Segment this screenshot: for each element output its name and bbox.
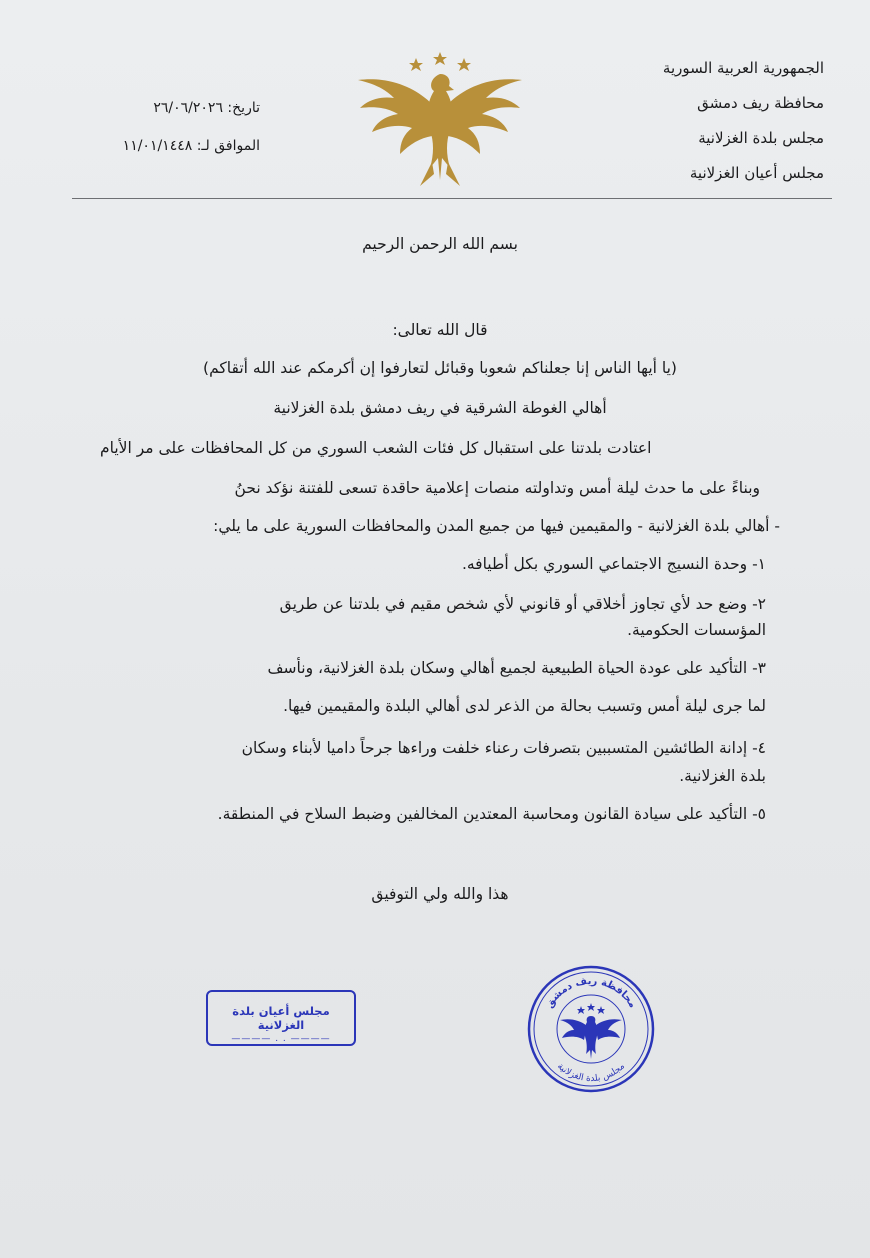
stamp-eagle-icon [560, 1003, 622, 1059]
council-rectangular-stamp [206, 990, 356, 1046]
paragraph-2: وبناءً على ما حدث ليلة أمس وتداولته منصات إعلامية حاقدة تسعى للفتنة نؤكد نحنُ [234, 479, 760, 497]
list-item-4-line-1: ٤- إدانة الطائشين المتسببين بتصرفات رعناء خلفت وراءها جرحاً داميا لأبناء وسكان [241, 739, 766, 757]
country-name: الجمهورية العربية السورية [662, 59, 824, 77]
letter-dates [90, 96, 260, 172]
list-item-5: ٥- التأكيد على سيادة القانون ومحاسبة المعتدين المخالفين وضبط السلاح في المنطقة. [217, 805, 766, 823]
notables-council-name: مجلس أعيان الغزلانية [689, 164, 824, 182]
list-item-2-line-2: المؤسسات الحكومية. [627, 621, 766, 639]
letterhead-institution [564, 56, 824, 196]
municipal-council-name: مجلس بلدة الغزلانية [698, 129, 824, 147]
quote-intro: قال الله تعالى: [392, 321, 488, 339]
governorate-name: محافظة ريف دمشق [697, 94, 824, 112]
stamp-council-name: مجلس أعيان بلدة الغزلانية [232, 1004, 330, 1032]
stamp-bottom-text: مجلس بلدة الغزلانية [555, 1061, 627, 1085]
header-divider [72, 198, 832, 199]
closing-line: هذا والله ولي التوفيق [371, 885, 509, 903]
list-item-3-line-1: ٣- التأكيد على عودة الحياة الطبيعية لجميع أهالي وسكان بلدة الغزلانية، ونأسف [267, 659, 766, 677]
hijri-date: الموافق لـ: ١١/٠١/١٤٤٨ [122, 138, 260, 154]
paragraph-1: اعتادت بلدتنا على استقبال كل فئات الشعب السوري من كل المحافظات على مر الأيام [100, 439, 652, 457]
list-item-4-line-2: بلدة الغزلانية. [679, 767, 766, 785]
stamp-top-text: محافظة ريف دمشق [544, 975, 638, 1010]
eagle-emblem-icon [350, 50, 530, 190]
list-item-2-line-1: ٢- وضع حد لأي تجاوز أخلاقي أو قانوني لأي شخص مقيم في بلدتنا عن طريق [279, 595, 766, 613]
address-line: أهالي الغوطة الشرقية في ريف دمشق بلدة الغزلانية [273, 399, 607, 417]
quranic-verse: (يا أيها الناس إنا جعلناكم شعوبا وقبائل لتعارفوا إن أكرمكم عند الله أتقاكم) [203, 359, 677, 377]
stamp-signature-line: ———— . . ———— [231, 1034, 331, 1044]
list-item-3-line-2: لما جرى ليلة أمس وتسبب بحالة من الذعر لدى أهالي البلدة والمقيمين فيها. [283, 697, 766, 715]
list-item-1: ١- وحدة النسيج الاجتماعي السوري بكل أطيافه. [461, 555, 766, 573]
municipality-round-stamp [526, 964, 656, 1094]
basmala: بسم الله الرحمن الرحيم [362, 235, 518, 253]
gregorian-date: تاريخ: ٢٦/٠٦/٢٠٢٦ [153, 100, 260, 116]
paragraph-3: - أهالي بلدة الغزلانية - والمقيمين فيها من جميع المدن والمحافظات السورية على ما يلي: [213, 517, 780, 535]
